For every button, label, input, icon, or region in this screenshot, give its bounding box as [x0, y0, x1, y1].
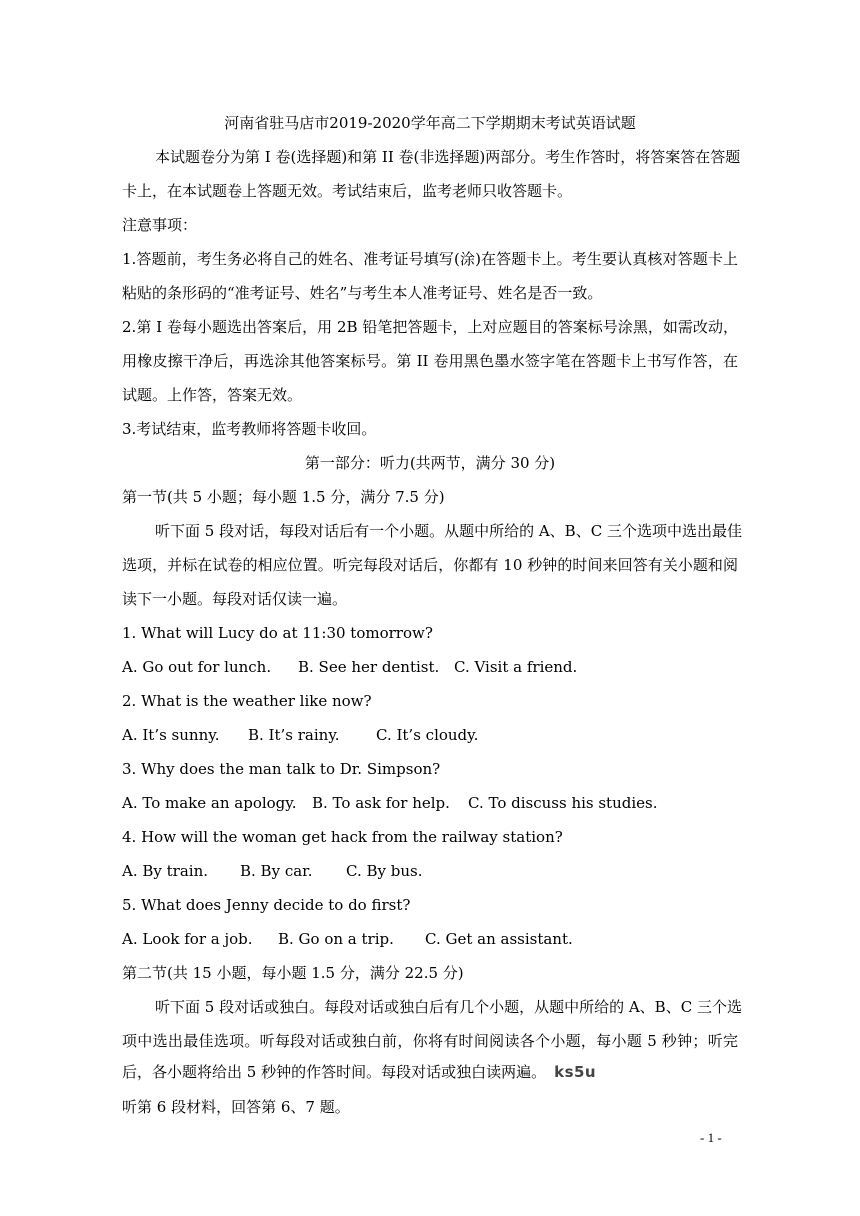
option-c: C. It’s cloudy.: [376, 726, 479, 744]
note-2-line-1: 2.第 I 卷每小题选出答案后，用 2B 铅笔把答题卡，上对应题目的答案标号涂黑，如需改动，: [122, 318, 738, 336]
option-a: A. To make an apology.: [122, 794, 297, 812]
intro-line-1: 本试题卷分为第 I 卷(选择题)和第 II 卷(非选择题)两部分。考生作答时，将答案答在答题: [155, 148, 741, 166]
question-2-options: [122, 725, 738, 745]
section1-instruction-2: 选项，并标在试卷的相应位置。听完每段对话后，你都有 10 秒钟的时间来回答有关小题和阅: [122, 556, 738, 574]
question-5: 5. What does Jenny decide to do first?: [122, 896, 411, 914]
section2-instruction-1: 听下面 5 段对话或独白。每段对话或独白后有几个小题，从题中所给的 A、B、C 三个选: [155, 998, 742, 1016]
option-b: B. See her dentist.: [298, 658, 440, 676]
option-b: B. By car.: [240, 862, 313, 880]
option-a: A. Look for a job.: [122, 930, 253, 948]
question-3-options: [122, 793, 738, 813]
option-a: A. It’s sunny.: [122, 726, 220, 744]
note-2-line-2: 用橡皮擦干净后，再选涂其他答案标号。第 II 卷用黑色墨水签字笔在答题卡上书写作答，在: [122, 352, 738, 370]
intro-line-2: 卡上，在本试题卷上答题无效。考试结束后，监考老师只收答题卡。: [122, 182, 573, 200]
page-number: - 1 -: [700, 1130, 722, 1145]
section1-instruction-1: 听下面 5 段对话，每段对话后有一个小题。从题中所给的 A、B、C 三个选项中选出最佳: [155, 522, 742, 540]
option-a: A. By train.: [122, 862, 209, 880]
part1-heading: 第一部分：听力(共两节，满分 30 分): [304, 454, 556, 472]
notes-heading: 注意事项：: [122, 216, 198, 234]
section2-instruction-3: 后，各小题将给出 5 秒钟的作答时间。每段对话或独白读两遍。: [122, 1063, 547, 1081]
note-3: 3.考试结束，监考教师将答题卡收回。: [122, 420, 377, 438]
option-a: A. Go out for lunch.: [122, 658, 272, 676]
note-1-line-2: 粘贴的条形码的“准考证号、姓名”与考生本人准考证号、姓名是否一致。: [122, 284, 603, 302]
note-1-line-1: 1.答题前，考生务必将自己的姓名、准考证号填写(涂)在答题卡上。考生要认真核对答题卡上: [122, 250, 738, 268]
question-1-options: [122, 657, 738, 677]
ks5u-watermark: ks5u: [554, 1063, 597, 1081]
option-b: B. To ask for help.: [312, 794, 450, 812]
section2-instruction-3-row: [122, 1062, 738, 1082]
question-4: 4. How will the woman get hack from the railway station?: [122, 828, 563, 846]
question-3: 3. Why does the man talk to Dr. Simpson?: [122, 760, 441, 778]
section1-instruction-3: 读下一小题。每段对话仅读一遍。: [122, 590, 348, 608]
option-c: C. To discuss his studies.: [468, 794, 658, 812]
note-2-line-3: 试题。上作答，答案无效。: [122, 386, 303, 404]
section2-heading: 第二节(共 15 小题，每小题 1.5 分，满分 22.5 分): [122, 964, 464, 982]
material-6-label: 听第 6 段材料，回答第 6、7 题。: [122, 1098, 350, 1116]
option-c: C. By bus.: [346, 862, 423, 880]
page-title: 河南省驻马店市2019-2020学年高二下学期期末考试英语试题: [224, 114, 636, 132]
option-b: B. It’s rainy.: [248, 726, 340, 744]
question-4-options: [122, 861, 738, 881]
option-b: B. Go on a trip.: [278, 930, 394, 948]
section1-heading: 第一节(共 5 小题；每小题 1.5 分，满分 7.5 分): [122, 488, 445, 506]
question-2: 2. What is the weather like now?: [122, 692, 372, 710]
option-c: C. Visit a friend.: [454, 658, 578, 676]
question-1: 1. What will Lucy do at 11:30 tomorrow?: [122, 624, 433, 642]
section2-instruction-2: 项中选出最佳选项。听每段对话或独白前，你将有时间阅读各个小题，每小题 5 秒钟；听完: [122, 1032, 738, 1050]
question-5-options: [122, 929, 738, 949]
option-c: C. Get an assistant.: [425, 930, 573, 948]
